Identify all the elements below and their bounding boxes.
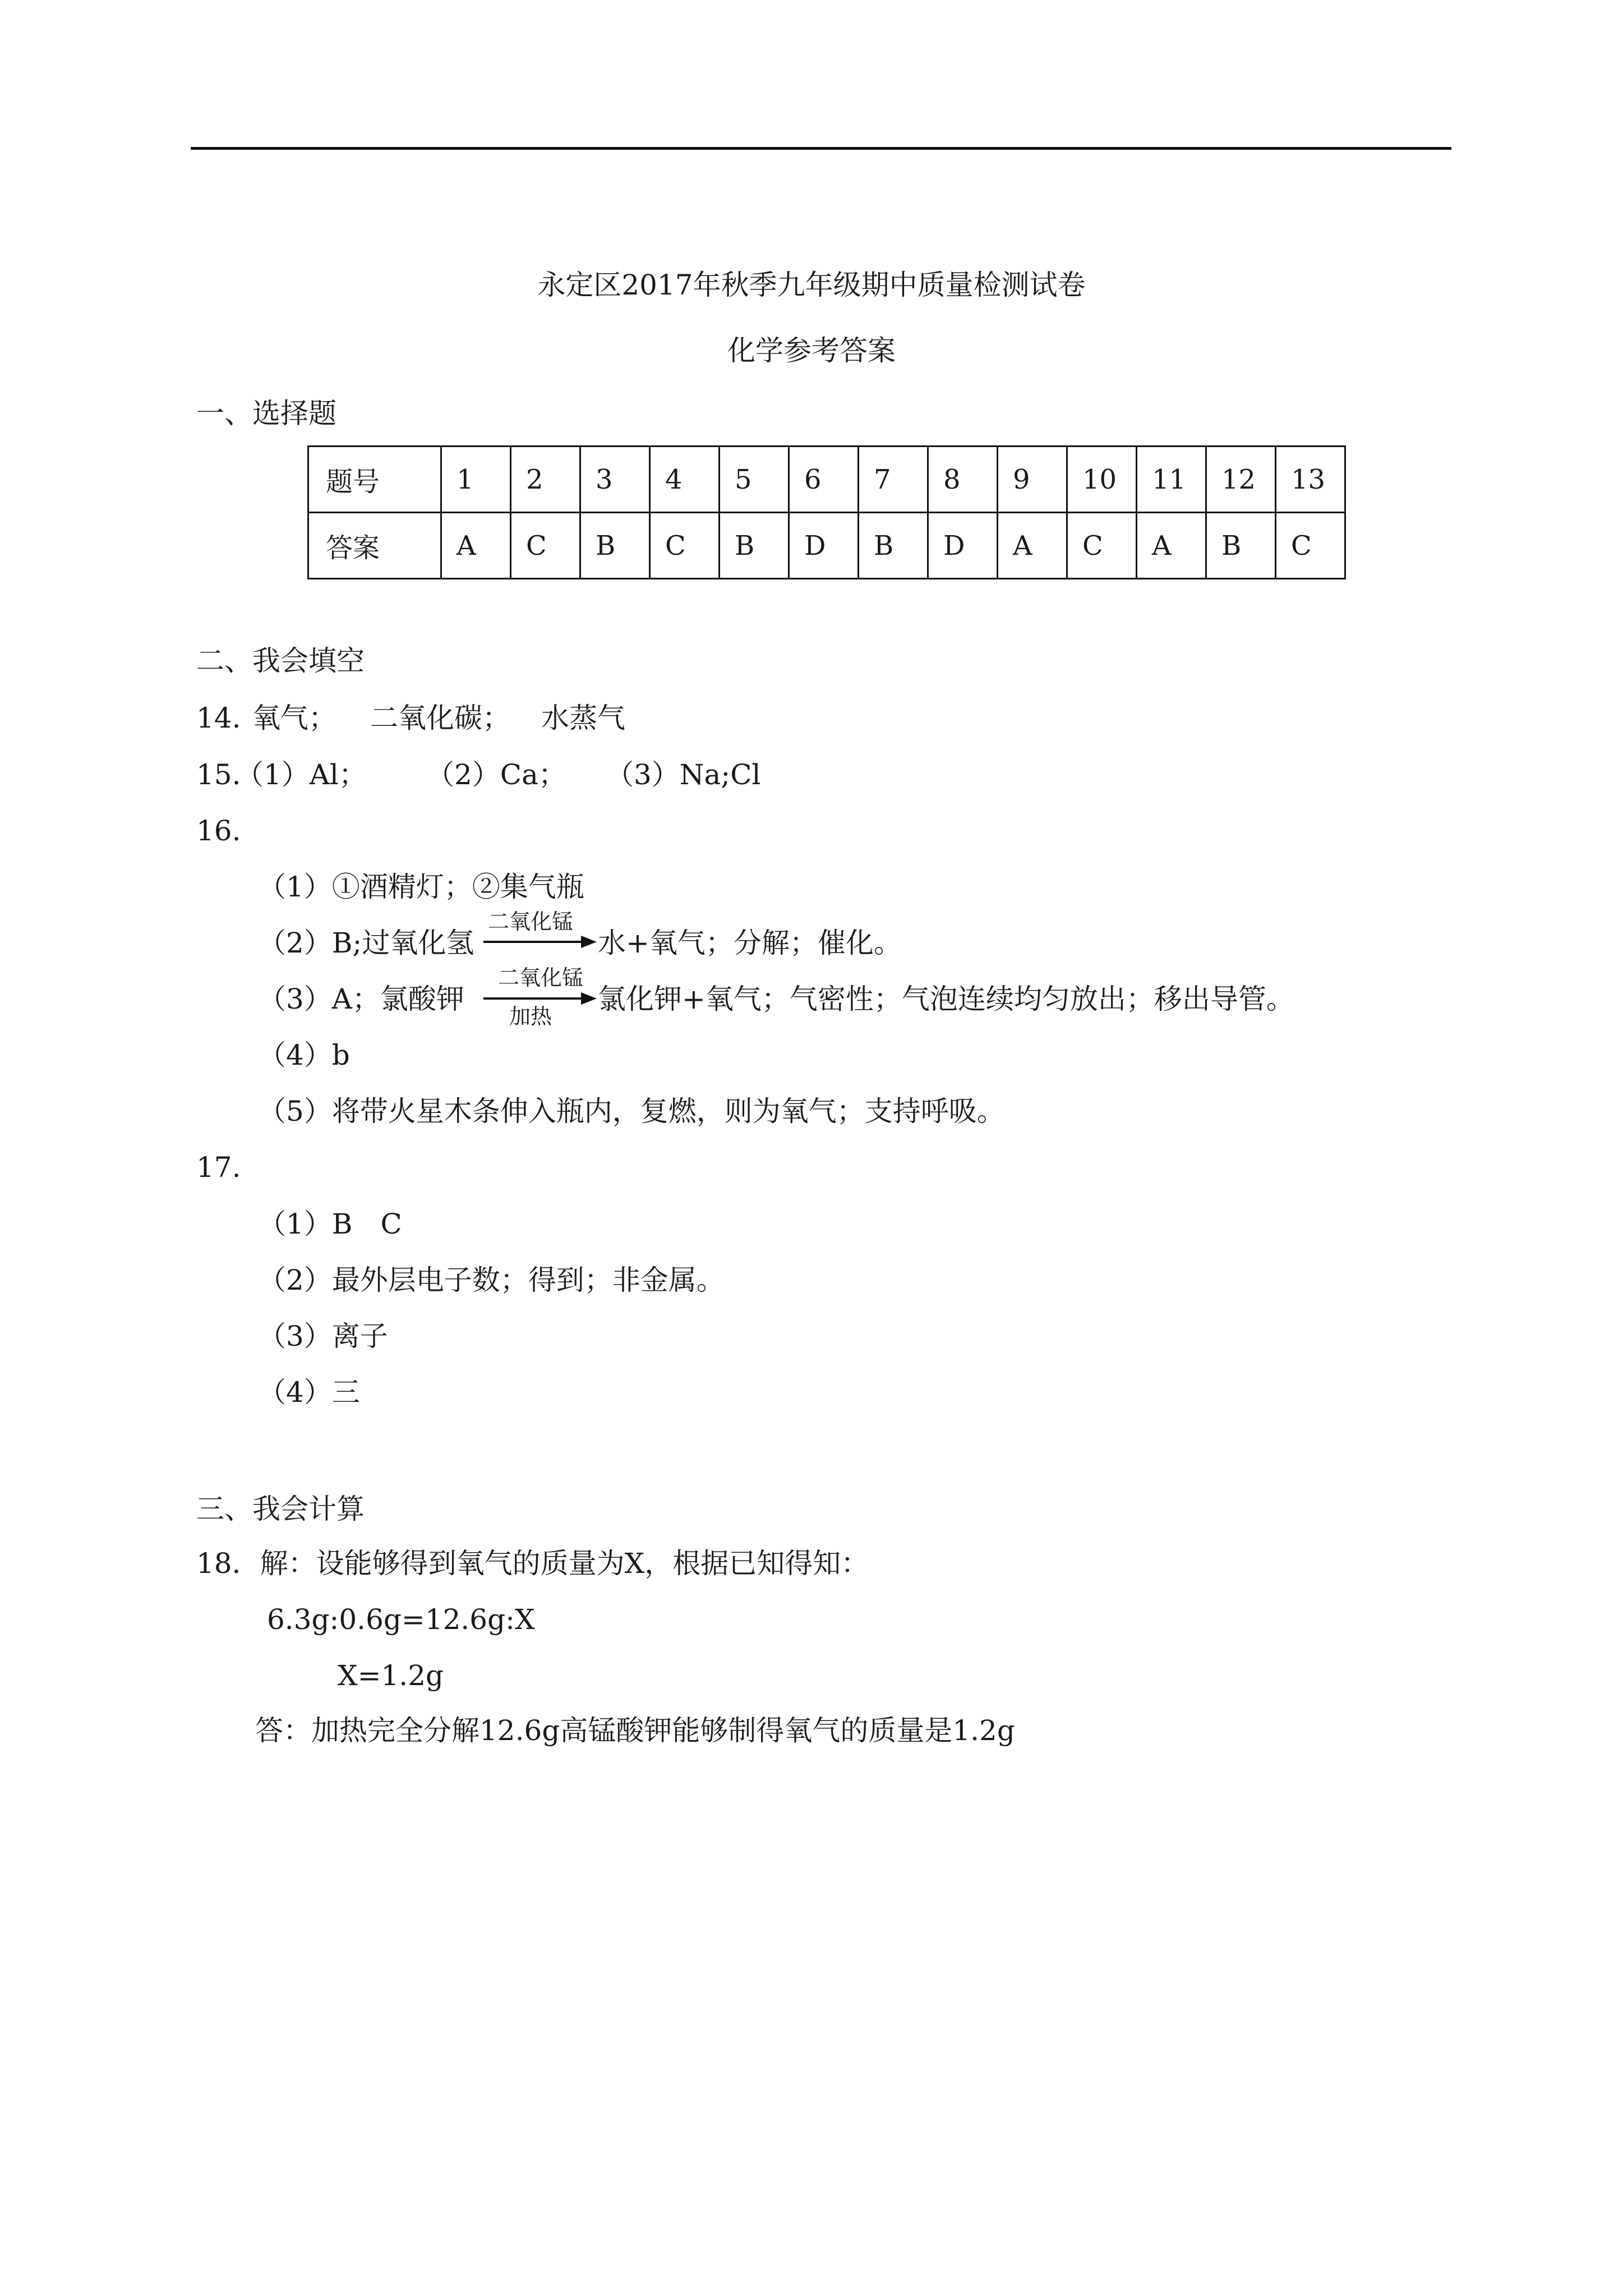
q16-number: 16. xyxy=(196,815,241,847)
q15-answer-3: （3）Na;Cl xyxy=(606,758,761,791)
q18-line1: 18．解：设能够得到氧气的质量为X，根据已知得知： xyxy=(196,1547,869,1580)
page-subtitle: 化学参考答案 xyxy=(727,334,896,367)
q16-part2-catalyst: 二氧化锰 xyxy=(488,909,574,934)
reaction-arrow xyxy=(483,941,582,943)
table-cell: B xyxy=(1206,513,1276,579)
table-header-answer: 答案 xyxy=(308,513,441,579)
table-cell: C xyxy=(1276,513,1345,579)
table-cell: A xyxy=(1137,513,1206,579)
q14-answer-1: 氧气； xyxy=(252,702,336,734)
table-cell: B xyxy=(580,513,650,579)
q16-part4: （4）b xyxy=(258,1039,350,1071)
table-cell: 2 xyxy=(511,447,580,513)
q17-part2: （2）最外层电子数；得到；非金属。 xyxy=(258,1264,725,1296)
q16-part1: （1）①酒精灯；②集气瓶 xyxy=(258,871,584,903)
q14-answer-2: 二氧化碳； xyxy=(370,702,510,734)
section1-heading: 一、选择题 xyxy=(196,397,336,430)
table-cell: D xyxy=(789,513,859,579)
reaction-arrow xyxy=(483,997,582,1000)
q16-part3-condition: 加热 xyxy=(509,1004,552,1029)
q17-part3: （3）离子 xyxy=(258,1320,388,1352)
table-cell: B xyxy=(859,513,928,579)
q14-answer-3: 水蒸气 xyxy=(541,702,625,734)
table-cell: 12 xyxy=(1206,447,1276,513)
q16-part3-reactant: （3）A；氯酸钾 xyxy=(258,983,464,1015)
q17-number: 17. xyxy=(196,1151,241,1184)
table-header-question: 题号 xyxy=(308,447,441,513)
q18-conclusion: 答：加热完全分解12.6g高锰酸钾能够制得氧气的质量是1.2g xyxy=(255,1714,1015,1747)
table-cell: C xyxy=(650,513,720,579)
q16-part3-products: 氯化钾+氧气；气密性；气泡连续均匀放出；移出导管。 xyxy=(598,983,1294,1015)
table-cell: 7 xyxy=(859,447,928,513)
q17-part1: （1）B C xyxy=(258,1208,402,1240)
top-rule xyxy=(191,147,1451,150)
q16-part5: （5）将带火星木条伸入瓶内，复燃，则为氧气；支持呼吸。 xyxy=(258,1095,1005,1128)
table-cell: 11 xyxy=(1137,447,1206,513)
table-cell: 9 xyxy=(998,447,1067,513)
section3-heading: 三、我会计算 xyxy=(196,1493,365,1525)
q18-line3: X=1.2g xyxy=(338,1659,444,1692)
table-cell: 5 xyxy=(720,447,789,513)
table-cell: 10 xyxy=(1067,447,1137,513)
section2-heading: 二、我会填空 xyxy=(196,645,365,677)
q18-line2: 6.3g:0.6g=12.6g:X xyxy=(267,1603,535,1636)
table-cell: 1 xyxy=(441,447,511,513)
q16-part3-catalyst: 二氧化锰 xyxy=(498,965,584,990)
table-cell: 3 xyxy=(580,447,650,513)
table-cell: B xyxy=(720,513,789,579)
table-row-answers xyxy=(308,513,1345,579)
table-cell: 8 xyxy=(928,447,998,513)
table-cell: 4 xyxy=(650,447,720,513)
table-cell: C xyxy=(511,513,580,579)
table-row-numbers xyxy=(308,447,1345,513)
q15-number: 15. xyxy=(196,758,241,791)
table-cell: 13 xyxy=(1276,447,1345,513)
q16-part2-products: 水+氧气；分解；催化。 xyxy=(598,927,902,959)
table-cell: A xyxy=(998,513,1067,579)
q15-answer-1: （1）Al； xyxy=(236,758,367,791)
table-cell: D xyxy=(928,513,998,579)
q15-answer-2: （2）Ca； xyxy=(426,758,566,791)
page-title: 永定区2017年秋季九年级期中质量检测试卷 xyxy=(537,269,1086,301)
arrow-head-icon xyxy=(581,936,597,948)
table-cell: 6 xyxy=(789,447,859,513)
table-cell: A xyxy=(441,513,511,579)
q16-part2-reactant: （2）B;过氧化氢 xyxy=(258,927,474,959)
q17-part4: （4）三 xyxy=(258,1376,360,1409)
q14-number: 14. xyxy=(196,702,241,734)
answer-table xyxy=(307,445,1346,579)
table-cell: C xyxy=(1067,513,1137,579)
arrow-head-icon xyxy=(581,992,597,1005)
